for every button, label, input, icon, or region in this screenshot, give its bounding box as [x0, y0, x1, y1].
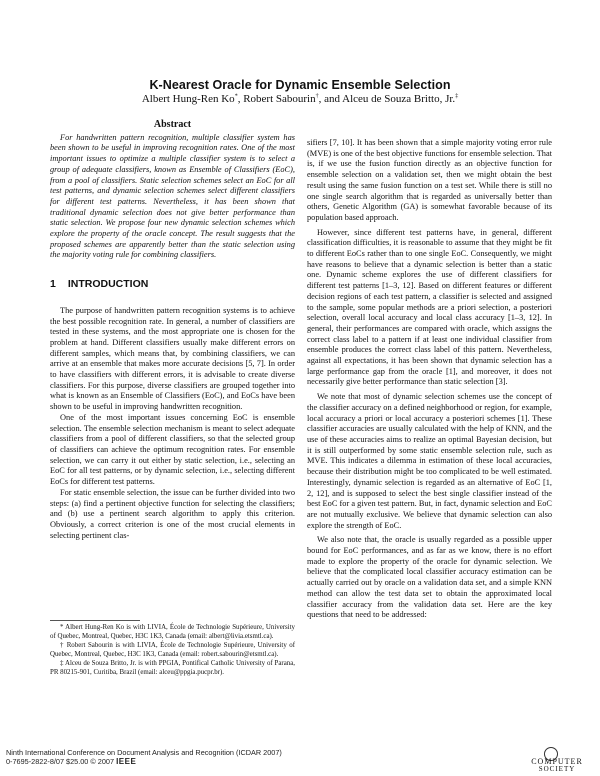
ieee-logo: IEEE	[116, 757, 137, 766]
isbn-text: 0-7695-2822-8/07 $25.00 © 2007	[6, 757, 115, 766]
paper-title: K-Nearest Oracle for Dynamic Ensemble Selection	[149, 78, 451, 92]
paragraph: The purpose of handwritten pattern recognition systems is to achieve the best possible recognition rate. In general, a number of classifiers are tested in these systems, and the most appropriate one is chosen for the problem at hand. Different classifiers usually make different errors on different samples, which means that, by combining classifiers, we can arrive at an ensemble that makes more accurate decisions [5, 7]. In order to have classifiers with different errors, it is advisable to create diverse classifiers. For this purpose, diverse classifiers are grouped together into what is known as an Ensemble of Classifiers (EoC), and EoCs have been shown to be useful in improving handwritten recognition.	[50, 305, 295, 412]
left-column	[50, 120, 295, 541]
author-mark: ‡	[455, 93, 459, 100]
footnote: † Robert Sabourin is with LIVIA, École de Technologie Supérieure, University of Quebec, Montreal, Quebec, H3C 1K3, Canada (email: robert.sabourin@etsmtl.ca).	[50, 642, 295, 658]
paragraph: One of the most important issues concerning EoC is ensemble selection. The ensemble selection mechanism is meant to select adequate classifiers from a pool of different classifiers, so that the selected group of classifiers can achieve the optimum recognition rates. For ensemble selection, we can carry it out either by static selection, i.e., selecting an EoC for all test patterns, or by dynamic selection, i.e., selecting different EoCs for different test patterns.	[50, 412, 295, 487]
footnote-rule	[50, 620, 140, 621]
right-column	[307, 138, 552, 621]
author-name: Albert Hung-Ren Ko	[141, 93, 235, 105]
abstract-text: For handwritten pattern recognition, multiple classifier system has been shown to be useful in improving recognition rates. One of the most important issues to optimize a multiple classifier system is to select a group of adequate classifiers, known as Ensemble of Classifiers (EoC), from a pool of classifiers. Static selection schemes select an EoC for all test patterns, and dynamic selection schemes select different classifiers for different test patterns. Nevertheless, it has been shown that traditional dynamic selection does not give better performance than static selection. We propose four new dynamic selection schemes which explore the property of the oracle concept. The result suggests that the proposed schemes are apparently better than the static selection using the majority voting rule for combining classifiers.	[50, 132, 295, 260]
author-separator: ,	[237, 93, 244, 105]
isbn-line	[6, 757, 406, 766]
paragraph: For static ensemble selection, the issue can be further divided into two steps: (a) find a pertinent objective function for selecting the classifiers; and (b) use a pertinent search algorithm to apply this criterion. Obviously, a correct criterion is one of the most crucial elements in selecting pertinent clas-	[50, 487, 295, 540]
footnote: * Albert Hung-Ren Ko is with LIVIA, École de Technologie Supérieure, University of Quebec, Montreal, Quebec, H3C 1K3, Canada (email: albert@livia.etsmtl.ca).	[50, 624, 295, 640]
paragraph: sifiers [7, 10]. It has been shown that a simple majority voting error rule (MVE) is one of the best objective functions for ensemble selection. That is, if we use the fusion function directly as an objective function for ensemble selection on a validation set, then we might obtain the best result using the same fusion function on a test set. While there is still no one single search algorithm that is regarded as universally better than others, Genetic Algorithm (GA) is somewhat favorable because of its population based approach.	[307, 138, 552, 222]
author-mark: *	[234, 93, 238, 100]
logo-line-1: COMPUTER	[531, 757, 583, 766]
author-separator: , and	[318, 93, 343, 105]
logo-line-2: SOCIETY	[538, 765, 576, 773]
author-mark: †	[315, 93, 319, 100]
footnote: ‡ Alceu de Souza Britto, Jr. is with PPGIA, Pontifical Catholic University of Parana, PR 80215-901, Curitiba, Brazil (email: alceu@ppgia.pucpr.br).	[50, 660, 295, 676]
author-name: Alceu de Souza Britto, Jr.	[342, 93, 456, 105]
page-footer	[6, 748, 406, 766]
conference-line: Ninth International Conference on Document Analysis and Recognition (ICDAR 2007)	[6, 748, 282, 757]
footnotes	[50, 620, 295, 679]
author-line	[0, 93, 600, 105]
section-title: INTRODUCTION	[67, 278, 149, 291]
computer-society-logo	[520, 747, 592, 773]
abstract-heading: Abstract	[153, 119, 192, 130]
section-number: 1	[50, 278, 56, 291]
author-name: Robert Sabourin	[243, 93, 316, 105]
paragraph: We note that most of dynamic selection schemes use the concept of the classifier accuracy on a defined neighborhood or region, for example, local accuracy a priori or local accuracy a posteriori schemes [1]. These classifier accuracies are usually calculated with the help of KNN, and the use of these accuracies aims to realize an optimal Bayesian decision, but it is still outperformed by some static ensemble selection rule, such as MVE. This indicates a dilemma in estimation of these local accuracies, because their distribution might be too complicated to be well estimated. Interestingly, dynamic selection is regarded as an alternative of EoC [1, 2, 12], and is supposed to select the best single classifier instead of the best EoC for a given test pattern. But, in fact, dynamic selection and EoC are not mutually exclusive. We believe that dynamic selection can also explore the strength of EoC.	[307, 392, 552, 530]
abstract	[50, 120, 295, 261]
paragraph: However, since different test patterns have, in general, different classification difficulties, it is reasonable to assume that they might be fit to different EoCs rather than to one single EoC. Consequently, we might have reasons to believe that a dynamic selection is better than a static one. Dynamic scheme explores the use of different classifiers for different test patterns [1–3, 12]. Based on different features or different decision regions of each test pattern, a classifier is selected and assigned to the sample, some popular methods are a priori selection, a posteriori selection, overall local accuracy and local class accuracy [1–3, 12]. In general, their performances are compared with oracle, which assigns the correct class label to a pattern if at least one individual classifier from ensemble produces the correct class label of this pattern. Nevertheless, against all expectations, it has been shown that dynamic selection has a large performance gap from the oracle [1], and moreover, it does not necessarily give better performance than static selection [3].	[307, 227, 552, 387]
section-heading	[50, 279, 295, 290]
paragraph: We also note that, the oracle is usually regarded as a possible upper bound for EoC performances, and as far as we know, there is no effort made to explore the property of the oracle for dynamic selection. We believe that the complicated local classifier accuracy estimation can be actually carried out by oracle on a validation data set, and a simple KNN method can allow the test data set to obtain the approximated local classifier accuracy from the validation data set. Here are the key questions that need to be addressed:	[307, 535, 552, 620]
